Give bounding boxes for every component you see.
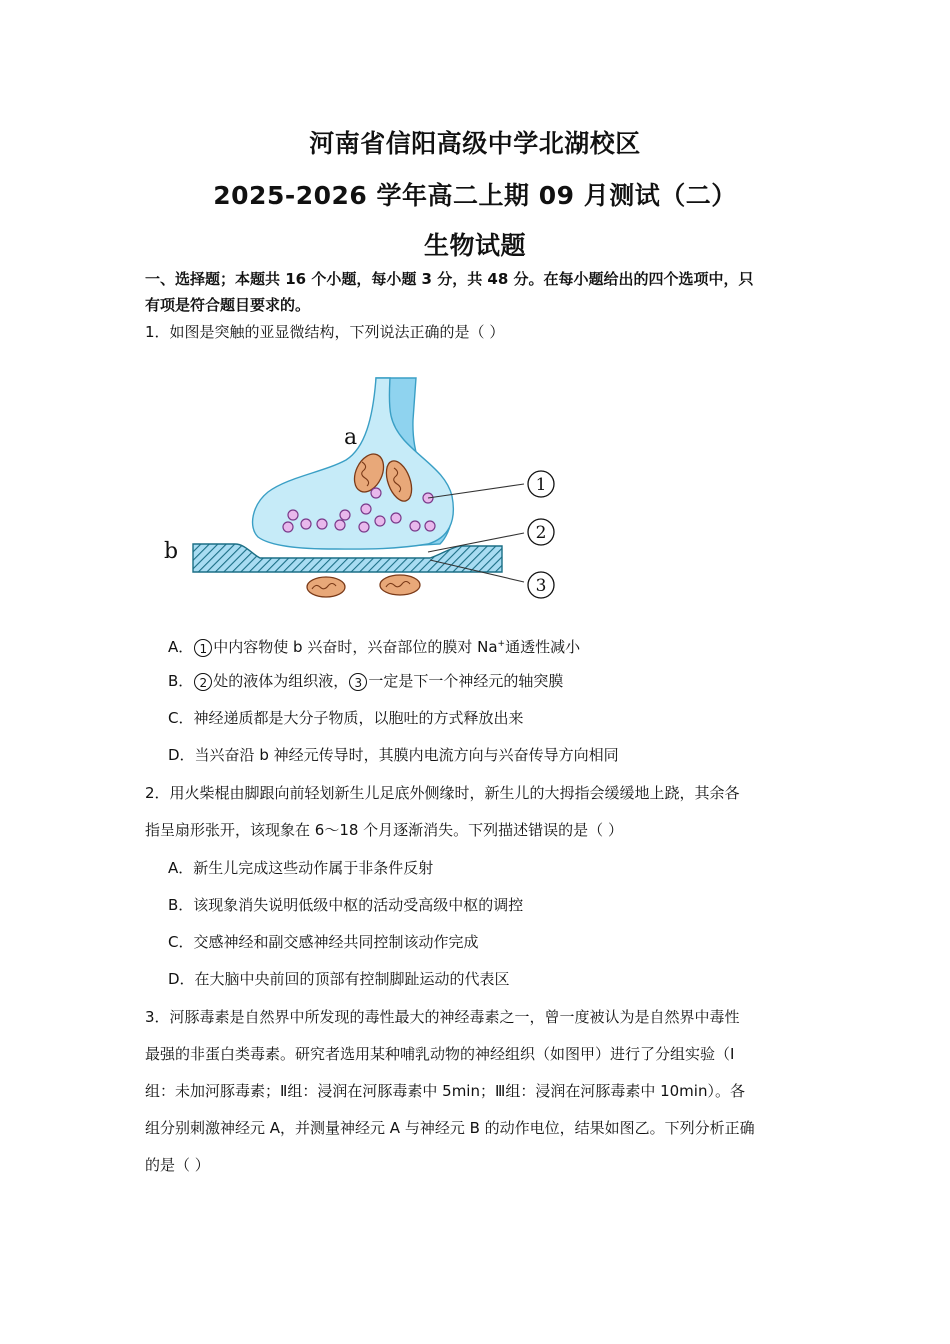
question-3-line-2: 最强的非蛋白类毒素。研究者选用某种哺乳动物的神经组织（如图甲）进行了分组实验（Ⅰ: [145, 1045, 735, 1063]
question-2-stem: [145, 775, 815, 849]
label-2: 2: [535, 523, 547, 543]
question-3-stem: [145, 999, 815, 1184]
circled-number-1: 1: [194, 639, 212, 657]
question-2-option-d: D．在大脑中央前回的顶部有控制脚趾运动的代表区: [168, 970, 510, 988]
circled-number-2: 2: [194, 673, 212, 691]
option-label: B．: [168, 672, 194, 690]
question-1-option-d: D．当兴奋沿 b 神经元传导时，其膜内电流方向与兴奋传导方向相同: [168, 746, 619, 764]
school-title: 河南省信阳高级中学北湖校区: [309, 129, 641, 158]
question-3-line-3: 组：未加河豚毒素；Ⅱ组：浸润在河豚毒素中 5min；Ⅲ组：浸润在河豚毒素中 10min）。各: [145, 1082, 745, 1100]
subject-title: 生物试题: [423, 231, 526, 260]
label-b: b: [164, 539, 179, 564]
question-1-option-b: [168, 671, 563, 691]
question-2-line-1: 2．用火柴棍由脚跟向前轻划新生儿足底外侧缘时，新生儿的大拇指会缓缓地上跷，其余各: [145, 784, 740, 802]
question-2-line-2: 指呈扇形张开，该现象在 6～18 个月逐渐消失。下列描述错误的是（ ）: [145, 821, 623, 839]
option-label: A．: [168, 638, 194, 656]
section-line-2: 有项是符合题目要求的。: [145, 296, 311, 314]
mitochondrion-icon: [307, 577, 345, 597]
exam-title: 2025-2026 学年高二上期 09 月测试（二）: [213, 181, 737, 210]
circled-number-3: 3: [349, 673, 367, 691]
option-text: 中内容物使 b 兴奋时，兴奋部位的膜对 Na: [213, 638, 498, 656]
axon-terminal: [253, 378, 454, 549]
option-text: 处的液体为组织液，: [213, 672, 349, 690]
option-text-tail: 一定是下一个神经元的轴突膜: [368, 672, 564, 690]
mitochondrion-icon: [380, 575, 420, 595]
question-3-line-4: 组分别刺激神经元 A，并测量神经元 A 与神经元 B 的动作电位，结果如图乙。下列分析正确: [145, 1119, 755, 1137]
option-text-tail: 通透性减小: [505, 638, 581, 656]
question-1-stem: 1．如图是突触的亚显微结构，下列说法正确的是（ ）: [145, 323, 505, 341]
question-2-option-b: B．该现象消失说明低级中枢的活动受高级中枢的调控: [168, 896, 524, 914]
question-2-option-c: C．交感神经和副交感神经共同控制该动作完成: [168, 933, 479, 951]
question-3-line-5: 的是（ ）: [145, 1156, 210, 1174]
question-2-option-a: A．新生儿完成这些动作属于非条件反射: [168, 859, 434, 877]
superscript-plus: +: [497, 639, 506, 649]
label-1: 1: [535, 475, 547, 495]
question-3-line-1: 3．河豚毒素是自然界中所发现的毒性最大的神经毒素之一，曾一度被认为是自然界中毒性: [145, 1008, 740, 1026]
question-1-option-c: C．神经递质都是大分子物质，以胞吐的方式释放出来: [168, 709, 524, 727]
synapse-diagram: [160, 372, 570, 604]
label-3: 3: [535, 576, 547, 596]
label-a: a: [344, 425, 358, 450]
question-1-option-a: [168, 634, 580, 657]
section-line-1: 一、选择题；本题共 16 个小题，每小题 3 分，共 48 分。在每小题给出的四个选项中，只: [145, 270, 754, 288]
section-heading: [145, 266, 810, 318]
